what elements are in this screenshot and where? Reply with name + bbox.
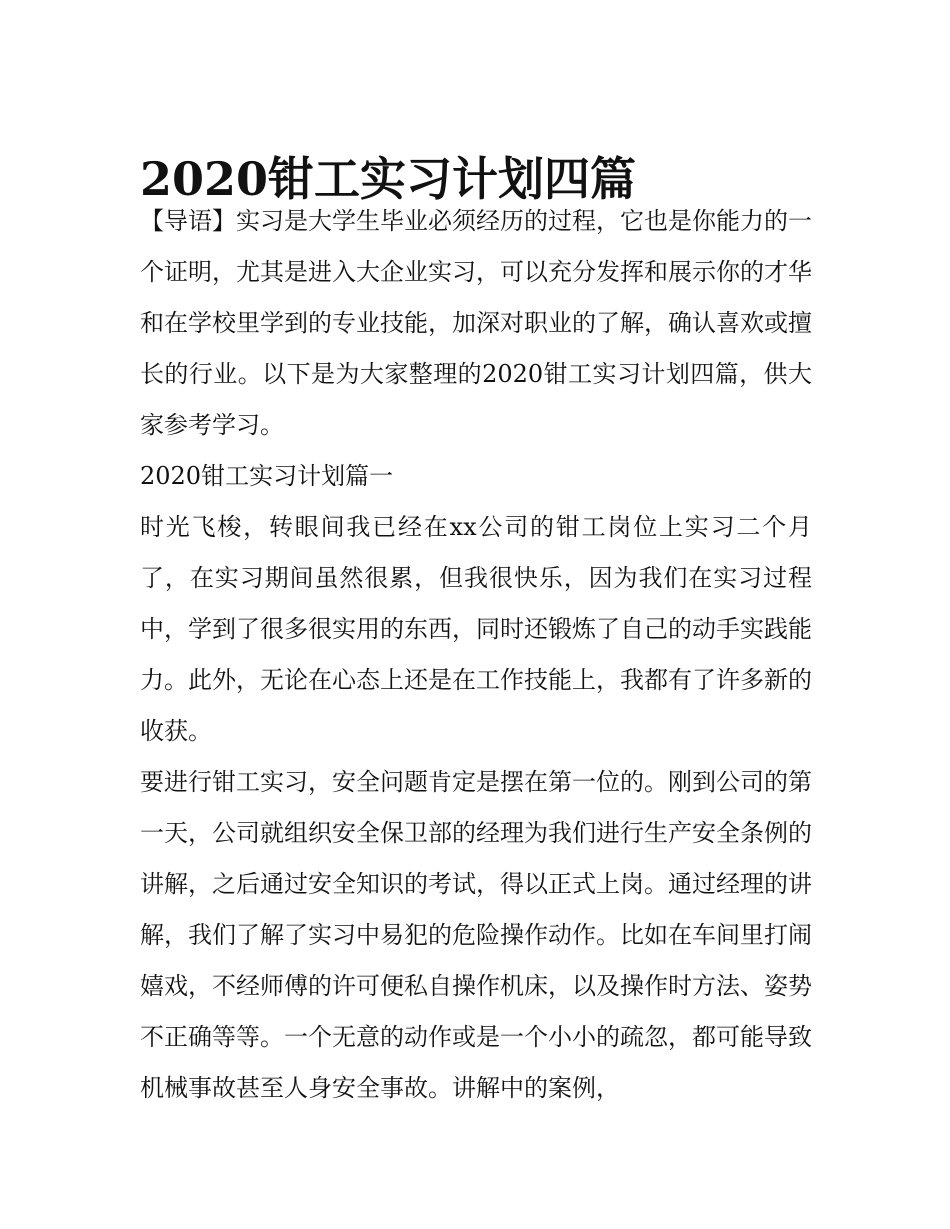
section-heading: 2020钳工实习计划篇一 — [140, 462, 394, 490]
body-paragraph-1: 时光飞梭，转眼间我已经在xx公司的钳工岗位上实习二个月了，在实习期间虽然很累，但我很快乐，因为我们在实习过程中，学到了很多很实用的东西，同时还锻炼了自己的动手实践能力。此外，无论在心态上还是在工作技能上，我都有了许多新的收获。 — [140, 513, 812, 745]
intro-paragraph: 【导语】实习是大学生毕业必须经历的过程，它也是你能力的一个证明，尤其是进入大企业实习，可以充分发挥和展示你的才华和在学校里学到的专业技能，加深对职业的了解，确认喜欢或擅长的行业。以下是为大家整理的2020钳工实习计划四篇，供大家参考学习。 — [140, 207, 812, 439]
body-paragraph-2: 要进行钳工实习，安全问题肯定是摆在第一位的。刚到公司的第一天，公司就组织安全保卫部的经理为我们进行生产安全条例的讲解，之后通过安全知识的考试，得以正式上岗。通过经理的讲解，我们了解了实习中易犯的危险操作动作。比如在车间里打闹嬉戏，不经师傅的许可便私自操作机床，以及操作时方法、姿势不正确等等。一个无意的动作或是一个小小的疏忽，都可能导致机械事故甚至人身安全事故。讲解中的案例， — [140, 768, 812, 1102]
document-body — [140, 196, 812, 1114]
document-title: 2020钳工实习计划四篇 — [140, 151, 637, 206]
